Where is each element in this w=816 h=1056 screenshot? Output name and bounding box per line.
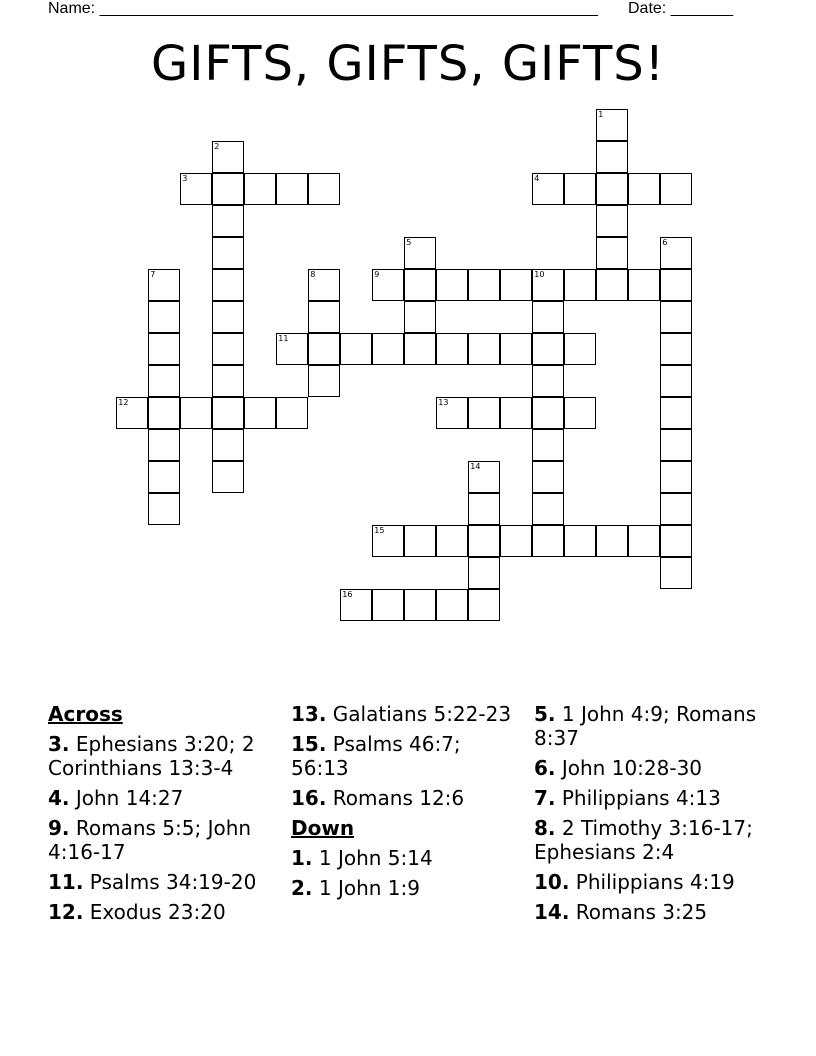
crossword-cell[interactable] <box>500 333 532 365</box>
clues-column-3 <box>534 702 770 930</box>
clue-number: 13. <box>291 702 327 726</box>
crossword-cell[interactable] <box>468 333 500 365</box>
crossword-cell[interactable] <box>212 365 244 397</box>
crossword-cell[interactable] <box>468 397 500 429</box>
crossword-cell[interactable] <box>436 589 468 621</box>
cell-number: 13 <box>438 398 449 408</box>
crossword-cell[interactable] <box>660 237 692 269</box>
crossword-cell[interactable] <box>596 525 628 557</box>
crossword-cell[interactable] <box>500 269 532 301</box>
crossword-cell[interactable] <box>148 269 180 301</box>
crossword-cell[interactable] <box>500 397 532 429</box>
crossword-cell[interactable] <box>148 301 180 333</box>
crossword-cell[interactable] <box>212 397 244 429</box>
page-title: GIFTS, GIFTS, GIFTS! <box>151 36 665 92</box>
crossword-cell[interactable] <box>596 109 628 141</box>
crossword-cell[interactable] <box>660 493 692 525</box>
crossword-cell[interactable] <box>468 525 500 557</box>
clue-text: Romans 5:5; John 4:16-17 <box>48 816 252 864</box>
crossword-cell[interactable] <box>660 333 692 365</box>
clue-text: Philippians 4:19 <box>575 870 735 894</box>
clue-text: Psalms 46:7; 56:13 <box>291 732 461 780</box>
clue-across-15 <box>291 732 517 780</box>
crossword-cell[interactable] <box>660 397 692 429</box>
clues-column-2 <box>291 702 517 906</box>
across-heading: Across <box>48 702 123 726</box>
cell-number: 1 <box>598 110 604 120</box>
crossword-cell[interactable] <box>596 269 628 301</box>
clue-number: 15. <box>291 732 327 756</box>
crossword-cell[interactable] <box>660 461 692 493</box>
crossword-cell[interactable] <box>404 237 436 269</box>
crossword-cell[interactable] <box>308 269 340 301</box>
clue-number: 9. <box>48 816 70 840</box>
clue-number: 14. <box>534 900 570 924</box>
cell-number: 8 <box>310 270 316 280</box>
clue-across-4 <box>48 786 280 810</box>
crossword-cell[interactable] <box>212 333 244 365</box>
crossword-cell[interactable] <box>532 173 564 205</box>
clue-number: 3. <box>48 732 70 756</box>
crossword-cell[interactable] <box>180 173 212 205</box>
cell-number: 2 <box>214 142 220 152</box>
crossword-cell[interactable] <box>148 461 180 493</box>
crossword-cell[interactable] <box>596 141 628 173</box>
crossword-cell[interactable] <box>468 269 500 301</box>
clue-text: Psalms 34:19-20 <box>89 870 257 894</box>
crossword-cell[interactable] <box>660 269 692 301</box>
crossword-cell[interactable] <box>628 173 660 205</box>
clue-text: 1 John 4:9; Romans 8:37 <box>534 702 757 750</box>
crossword-cell[interactable] <box>532 269 564 301</box>
crossword-cell[interactable] <box>564 397 596 429</box>
cell-number: 12 <box>118 398 129 408</box>
clue-across-3 <box>48 732 280 780</box>
clue-text: Ephesians 3:20; 2 Corinthians 13:3-4 <box>48 732 255 780</box>
cell-number: 3 <box>182 174 188 184</box>
clue-number: 10. <box>534 870 570 894</box>
clue-down-1 <box>291 846 517 870</box>
crossword-cell[interactable] <box>436 269 468 301</box>
crossword-cell[interactable] <box>180 397 212 429</box>
crossword-cell[interactable] <box>212 269 244 301</box>
clue-text: Galatians 5:22-23 <box>332 702 512 726</box>
crossword-cell[interactable] <box>116 397 148 429</box>
clue-down-10 <box>534 870 770 894</box>
clue-text: Philippians 4:13 <box>561 786 721 810</box>
crossword-cell[interactable] <box>564 173 596 205</box>
crossword-cell[interactable] <box>148 397 180 429</box>
clue-number: 7. <box>534 786 556 810</box>
crossword-cell[interactable] <box>212 141 244 173</box>
clue-text: Exodus 23:20 <box>89 900 226 924</box>
crossword-cell[interactable] <box>532 301 564 333</box>
clue-number: 1. <box>291 846 313 870</box>
crossword-cell[interactable] <box>404 525 436 557</box>
crossword-cell[interactable] <box>596 237 628 269</box>
crossword-cell[interactable] <box>468 461 500 493</box>
crossword-cell[interactable] <box>372 589 404 621</box>
crossword-cell[interactable] <box>148 493 180 525</box>
crossword-cell[interactable] <box>148 429 180 461</box>
crossword-cell[interactable] <box>564 269 596 301</box>
clue-number: 4. <box>48 786 70 810</box>
clue-across-13 <box>291 702 517 726</box>
clue-number: 11. <box>48 870 84 894</box>
cell-number: 5 <box>406 238 412 248</box>
crossword-cell[interactable] <box>660 525 692 557</box>
crossword-cell[interactable] <box>340 333 372 365</box>
clue-down-14 <box>534 900 770 924</box>
crossword-cell[interactable] <box>436 333 468 365</box>
clue-down-7 <box>534 786 770 810</box>
crossword-cell[interactable] <box>212 429 244 461</box>
cell-number: 15 <box>374 526 385 536</box>
crossword-cell[interactable] <box>532 365 564 397</box>
name-line[interactable]: Name: ________________________________________________________ <box>48 0 598 17</box>
clue-number: 2. <box>291 876 313 900</box>
crossword-cell[interactable] <box>532 493 564 525</box>
crossword-cell[interactable] <box>148 365 180 397</box>
crossword-cell[interactable] <box>308 365 340 397</box>
crossword-cell[interactable] <box>308 301 340 333</box>
clue-number: 8. <box>534 816 556 840</box>
clue-number: 16. <box>291 786 327 810</box>
crossword-cell[interactable] <box>532 429 564 461</box>
crossword-cell[interactable] <box>212 461 244 493</box>
crossword-cell[interactable] <box>372 525 404 557</box>
clue-text: 1 John 5:14 <box>318 846 433 870</box>
crossword-cell[interactable] <box>660 365 692 397</box>
crossword-cell[interactable] <box>468 589 500 621</box>
crossword-cell[interactable] <box>244 173 276 205</box>
crossword-cell[interactable] <box>532 333 564 365</box>
cell-number: 4 <box>534 174 540 184</box>
crossword-cell[interactable] <box>404 269 436 301</box>
clue-down-2 <box>291 876 517 900</box>
crossword-cell[interactable] <box>212 301 244 333</box>
crossword-cell[interactable] <box>372 269 404 301</box>
clues-column-1 <box>48 702 280 930</box>
clue-text: John 14:27 <box>75 786 184 810</box>
down-heading: Down <box>291 816 355 840</box>
clue-down-8 <box>534 816 770 864</box>
clue-across-11 <box>48 870 280 894</box>
crossword-cell[interactable] <box>404 301 436 333</box>
crossword-cell[interactable] <box>340 589 372 621</box>
crossword-cell[interactable] <box>404 589 436 621</box>
crossword-cell[interactable] <box>276 397 308 429</box>
crossword-cell[interactable] <box>596 205 628 237</box>
crossword-cell[interactable] <box>276 333 308 365</box>
crossword-cell[interactable] <box>436 525 468 557</box>
crossword-cell[interactable] <box>308 173 340 205</box>
crossword-cell[interactable] <box>308 333 340 365</box>
crossword-cell[interactable] <box>468 493 500 525</box>
cell-number: 7 <box>150 270 156 280</box>
crossword-cell[interactable] <box>212 205 244 237</box>
date-line[interactable]: Date: _______ <box>628 0 733 17</box>
clue-number: 6. <box>534 756 556 780</box>
crossword-cell[interactable] <box>628 269 660 301</box>
crossword-cell[interactable] <box>212 237 244 269</box>
clue-text: 1 John 1:9 <box>318 876 420 900</box>
crossword-cell[interactable] <box>532 397 564 429</box>
clue-text: John 10:28-30 <box>561 756 703 780</box>
clue-text: Romans 3:25 <box>575 900 708 924</box>
clue-text: 2 Timothy 3:16-17; Ephesians 2:4 <box>534 816 753 864</box>
crossword-cell[interactable] <box>660 173 692 205</box>
crossword-cell[interactable] <box>660 301 692 333</box>
cell-number: 6 <box>662 238 668 248</box>
crossword-cell[interactable] <box>660 557 692 589</box>
crossword-cell[interactable] <box>564 333 596 365</box>
cell-number: 11 <box>278 334 289 344</box>
clue-text: Romans 12:6 <box>332 786 465 810</box>
clue-down-5 <box>534 702 770 750</box>
crossword-cell[interactable] <box>244 397 276 429</box>
crossword-cell[interactable] <box>532 461 564 493</box>
crossword-cell[interactable] <box>628 525 660 557</box>
clue-across-9 <box>48 816 280 864</box>
crossword-cell[interactable] <box>596 173 628 205</box>
cell-number: 10 <box>534 270 545 280</box>
clue-across-16 <box>291 786 517 810</box>
clue-across-12 <box>48 900 280 924</box>
clue-number: 5. <box>534 702 556 726</box>
crossword-cell[interactable] <box>468 557 500 589</box>
crossword-cell[interactable] <box>212 173 244 205</box>
crossword-cell[interactable] <box>564 525 596 557</box>
cell-number: 9 <box>374 270 380 280</box>
crossword-cell[interactable] <box>372 333 404 365</box>
clue-number: 12. <box>48 900 84 924</box>
crossword-cell[interactable] <box>436 397 468 429</box>
crossword-cell[interactable] <box>532 525 564 557</box>
cell-number: 16 <box>342 590 353 600</box>
clue-down-6 <box>534 756 770 780</box>
crossword-cell[interactable] <box>148 333 180 365</box>
crossword-cell[interactable] <box>660 429 692 461</box>
crossword-cell[interactable] <box>404 333 436 365</box>
crossword-cell[interactable] <box>276 173 308 205</box>
cell-number: 14 <box>470 462 481 472</box>
crossword-cell[interactable] <box>500 525 532 557</box>
